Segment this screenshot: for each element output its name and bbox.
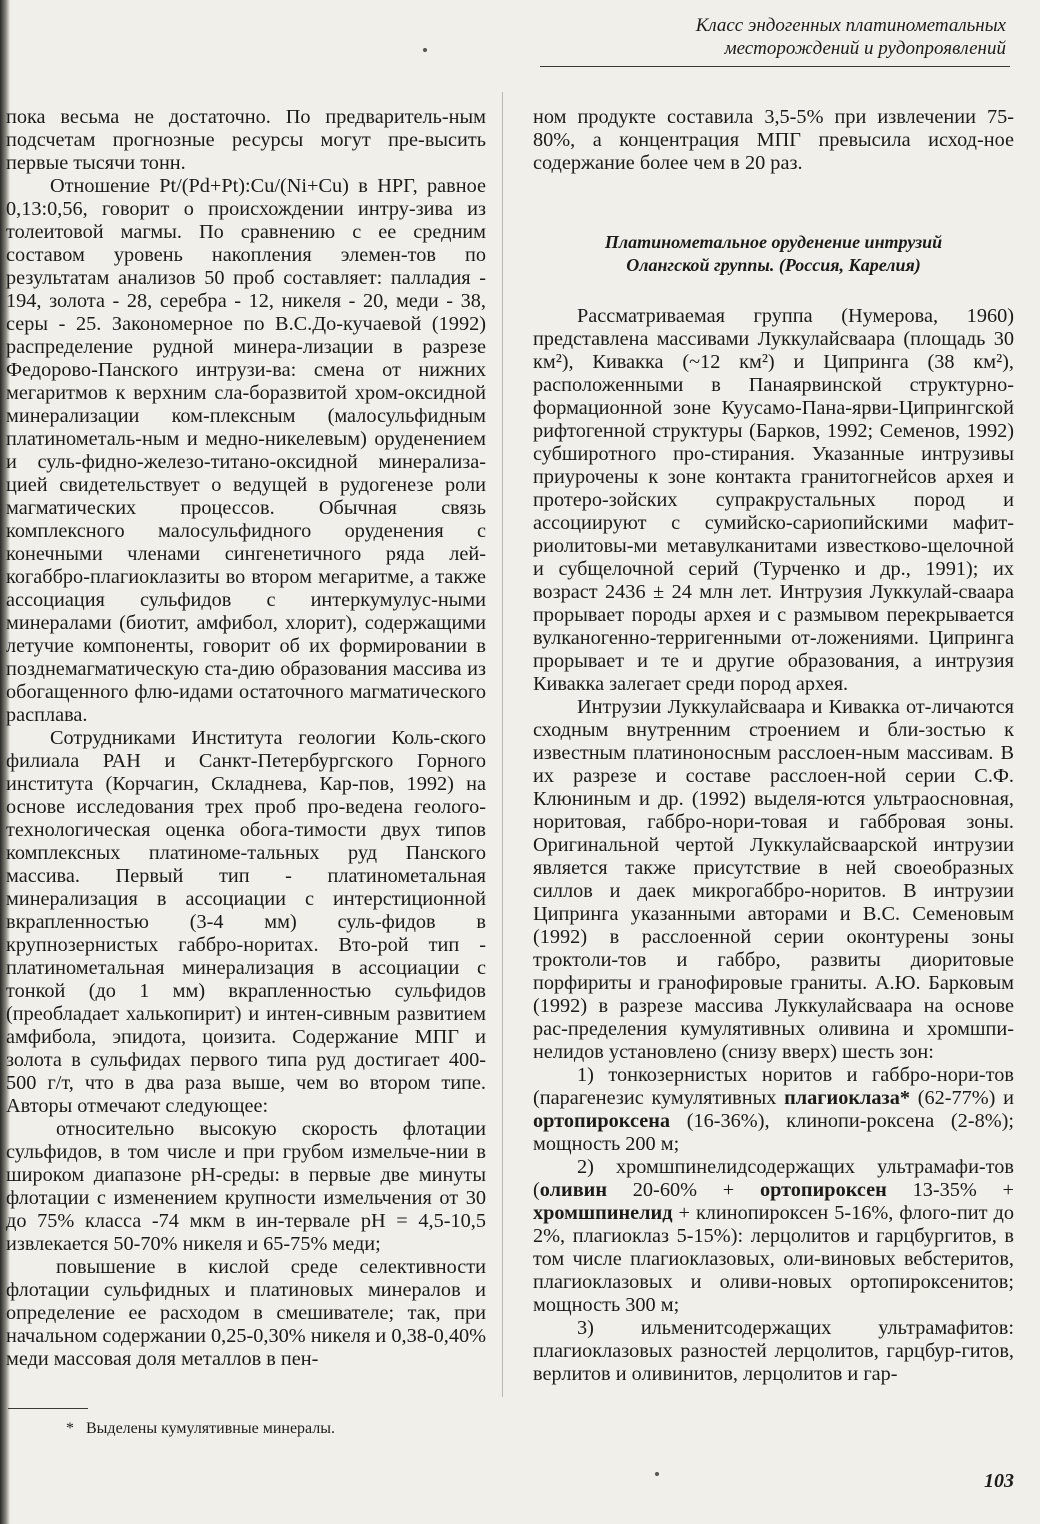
- paragraph: Сотрудниками Института геологии Коль-ского филиала РАН и Санкт-Петербургского Горного института (Корчагин, Складнева, Кар-пов, 1992) на основе исследования трех проб про-ведена геолого-технологическая оценка обога-тимости двух типов комплексных платиноме-тальных руд Панского массива. Первый тип - платинометальная минерализация в ассоциации с интерстиционной вкрапленностью (3-4 мм) суль-фидов в крупнозернистых габбро-норитах. Вто-рой тип - платинометальная минерализация в ассоциации с тонкой (до 1 мм) вкрапленностью сульфидов (преобладает халькопирит) и интен-сивным развитием амфибола, эпидота, цоизита. Содержание МПГ и золота в сульфидах первого типа руд достигает 400-500 г/т, что в два раза выше, чем во втором типе. Авторы отмечают следующее:: [6, 727, 486, 1117]
- running-header: [696, 14, 1006, 60]
- paragraph: ном продукте составила 3,5-5% при извлечении 75-80%, а концентрация МПГ превысила исход-ное содержание более чем в 20 раз.: [533, 106, 1014, 174]
- speck: [423, 48, 427, 52]
- zone-item-2: 2) хромшпинелидсодержащих ультрамафи-тов (оливин 20-60% + ортопироксен 13-35% + хромшпинелид + клинопироксен 5-16%, флого-пит до 2%, плагиоклаз 5-15%): лерцолитов и гарцбургитов, в том числе плагиоклазовых, оли-виновых вебстеритов, плагиоклазовых и оливи-новых ортопироксенитов; мощность 300 м;: [533, 1156, 1014, 1316]
- running-header-line-1: Класс эндогенных платинометальных: [695, 15, 1006, 36]
- section-title-line-1: Платинометальное оруденение интрузий: [604, 232, 943, 252]
- paragraph: Интрузии Луккулайсваара и Кивакка от-личаются сходным внутренним строением и бли-зостью к известным платиноносным расслоен-ным массивам. В их разрезе и составе расслоен-ной серии С.Ф. Клюниным и др. (1992) выделя-ются ультраосновная, норитовая, габбро-нори-товая и габбровая зоны. Оригинальной чертой Луккулайсваарской интрузии является также присутствие в ней своеобразных силлов и даек микрогаббро-норитов. В интрузии Ципринга указанными авторами и В.С. Семеновым (1992) в расслоенной серии оконтурены зоны троктоли-тов и габбро, развиты диоритовые порфириты и гранофировые граниты. А.Ю. Барковым (1992) в разрезе массива Луккулайсваара на основе рас-пределения кумулятивных оливина и хромшпи-нелидов установлено (снизу вверх) шесть зон:: [533, 696, 1014, 1063]
- footnote-marker: *: [66, 1420, 86, 1437]
- paragraph: Рассматриваемая группа (Нумерова, 1960) представлена массивами Луккулайсваара (площадь 30 км²), Кивакка (~12 км²) и Ципринга (38 км²), расположенными в Панаярвинской структурно-формационной зоне Куусамо-Пана-ярви-Ципрингской рифтогенной структуры (Барков, 1992; Семенов, 1992) субширотного про-стирания. Указанные интрузивы приурочены к зоне контакта гранитогнейсов архея и протеро-зойских супракрустальных пород и ассоциируют с сумийско-сариопийскими мафит-риолитовы-ми метавулканитами известково-щелочной и субщелочной серий (Турченко и др., 1991); их возраст 2436 ± 24 млн лет. Интрузия Луккулай-сваара прорывает породы архея и с размывом перекрывается вулканогенно-терригенными от-ложениями. Ципринга прорывает и те и другие образования, а интрузия Кивакка залегает среди пород архея.: [533, 305, 1014, 695]
- section-title: [533, 231, 1014, 277]
- paragraph: повышение в кислой среде селективности флотации сульфидных и платиновых минералов и определение ее расходом в смешивателе; так, при начальном содержании 0,25-0,30% никеля и 0,38-0,40% меди массовая доля металлов в пен-: [6, 1256, 486, 1370]
- page-number: 103: [984, 1470, 1014, 1492]
- header-rule: [540, 66, 1010, 67]
- zone-item-3: 3) ильменитсодержащих ультрамафитов: плагиоклазовых разностей лерцолитов, гарцбур-гитов, верлитов и оливинитов, лерцолитов и гар-: [533, 1317, 1014, 1385]
- left-column: [6, 106, 486, 1371]
- section-title-line-2: Олангской группы. (Россия, Карелия): [626, 255, 921, 275]
- footnote-text: Выделены кумулятивные минералы.: [86, 1420, 336, 1437]
- running-header-line-2: месторождений и рудопроявлений: [724, 38, 1006, 59]
- paragraph: пока весьма не достаточно. По предваритель-ным подсчетам прогнозные ресурсы могут пре-высить первые тысячи тонн.: [6, 106, 486, 174]
- speck: [655, 1472, 659, 1476]
- zone-item-1: 1) тонкозернистых норитов и габбро-нори-тов (парагенезис кумулятивных плагиоклаза* (62-77%) и ортопироксена (16-36%), клинопи-роксена (2-8%); мощность 200 м;: [533, 1064, 1014, 1155]
- paragraph: Отношение Pt/(Pd+Pt):Cu/(Ni+Cu) в НРГ, равное 0,13:0,56, говорит о происхождении интру-зива из толеитовой магмы. По сравнению с ее средним составом уровень накопления элемен-тов по результатам анализов 50 проб составляет: палладия - 194, золота - 28, серебра - 12, никеля - 20, меди - 38, серы - 25. Закономерное по В.С.До-кучаевой (1992) распределение рудной минера-лизации в разрезе Федорово-Панского интрузи-ва: смена от нижних мегаритмов к верхним сла-боразвитой хром-оксидной минерализации ком-плексным (малосульфидным платинометаль-ным и медно-никелевым) оруденением и суль-фидно-железо-титано-оксидной минерализа-цией свидетельствует о ведущей в рудогенезе роли магматических процессов. Обычная связь комплексного малосульфидного оруденения с конечными членами сингенетичного ряда лей-когаббро-плагиоклазиты во втором мегаритме, а также ассоциация сульфидов с интеркумулус-ными минералами (биотит, амфибол, хлорит), содержащими летучие компоненты, говорит об их формировании в позднемагматическую ста-дию образования массива из обогащенного флю-идами остаточного магматического расплава.: [6, 175, 486, 726]
- paragraph: относительно высокую скорость флотации сульфидов, в том числе и при грубом измельче-нии в широком диапазоне рН-среды: в первые две минуты флотации с изменением крупности измельчения от 30 до 75% класса -74 мкм в ин-тервале рН = 4,5-10,5 извлекается 50-70% никеля и 65-75% меди;: [6, 1118, 486, 1255]
- column-separator: [502, 92, 503, 1397]
- footnote: [66, 1420, 335, 1438]
- footnote-rule: [8, 1408, 88, 1409]
- right-column: [533, 106, 1014, 1386]
